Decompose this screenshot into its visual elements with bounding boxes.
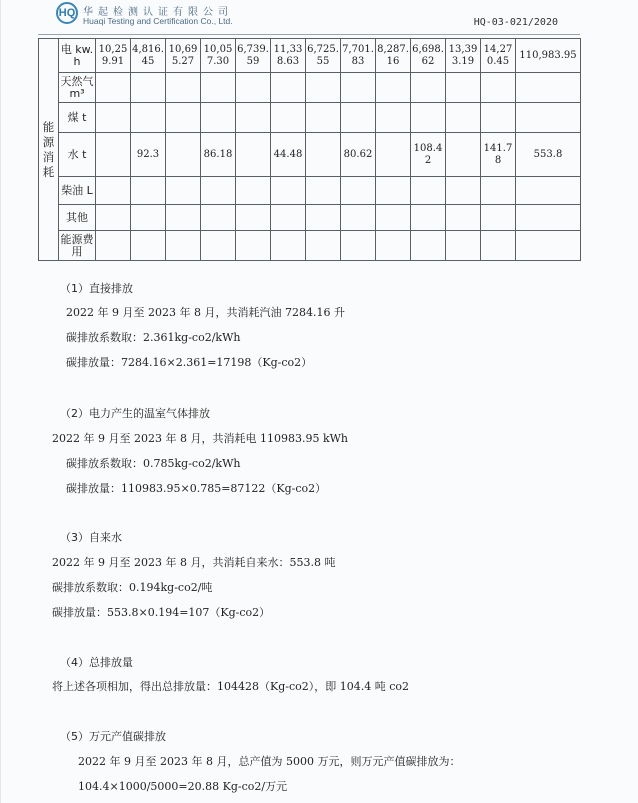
table-cell: 10,695.27 — [166, 39, 201, 73]
row-label: 天然气 m³ — [59, 73, 96, 103]
table-cell — [446, 133, 481, 177]
table-cell — [236, 177, 271, 205]
row-label: 能源费用 — [59, 231, 96, 261]
table-cell: 6,725.55 — [306, 39, 341, 73]
table-cell — [341, 103, 376, 133]
energy-consumption-table — [38, 38, 581, 261]
section-per-output-line-2: 104.4×1000/5000=20.88 Kg-co2/万元 — [78, 780, 288, 793]
table-cell — [376, 205, 411, 231]
company-name-en: Huaqi Testing and Certification Co., Ltd. — [83, 16, 233, 26]
section-direct-line-1: 2022 年 9 月至 2023 年 8 月，共消耗汽油 7284.16 升 — [66, 306, 345, 319]
section-per-output-line-1: 2022 年 9 月至 2023 年 8 月，总产值为 5000 万元，则万元产值碳排放为： — [78, 755, 461, 768]
table-cell — [131, 73, 166, 103]
row-total-cell — [516, 205, 581, 231]
table-cell — [306, 133, 341, 177]
table-cell: 14,270.45 — [481, 39, 516, 73]
table-cell: 13,393.19 — [446, 39, 481, 73]
row-label: 煤 t — [59, 103, 96, 133]
table-row — [39, 103, 581, 133]
section-total-title: （4）总排放量 — [60, 656, 133, 669]
table-cell: 7,701.83 — [341, 39, 376, 73]
table-cell — [201, 73, 236, 103]
section-electric-title: （2）电力产生的温室气体排放 — [60, 407, 210, 420]
section-electric-line-3: 碳排放量：110983.95×0.785=87122（Kg-co2） — [66, 482, 327, 495]
table-cell: 86.18 — [201, 133, 236, 177]
table-cell — [166, 205, 201, 231]
table-row — [39, 231, 581, 261]
energy-category-label: 能源消耗 — [39, 39, 59, 261]
table-cell — [271, 73, 306, 103]
row-total-cell: 553.8 — [516, 133, 581, 177]
table-row — [39, 205, 581, 231]
table-cell — [271, 103, 306, 133]
table-cell — [341, 177, 376, 205]
table-cell: 108.42 — [411, 133, 446, 177]
table-cell — [96, 231, 131, 261]
section-electric-line-1: 2022 年 9 月至 2023 年 8 月，共消耗电 110983.95 kWh — [52, 432, 348, 445]
table-cell — [166, 231, 201, 261]
table-cell — [96, 133, 131, 177]
table-cell — [271, 177, 306, 205]
header-divider — [38, 34, 580, 35]
company-logo: HQ — [56, 2, 78, 24]
table-cell — [376, 177, 411, 205]
row-label: 柴油 L — [59, 177, 96, 205]
table-cell: 4,816.45 — [131, 39, 166, 73]
table-cell: 141.78 — [481, 133, 516, 177]
section-total-line-1: 将上述各项相加，得出总排放量：104428（Kg-co2），即 104.4 吨 co2 — [52, 680, 410, 693]
table-cell — [166, 177, 201, 205]
table-cell — [236, 231, 271, 261]
table-cell — [376, 103, 411, 133]
table-cell — [306, 231, 341, 261]
table-row — [39, 39, 581, 73]
table-cell: 6,739.59 — [236, 39, 271, 73]
table-cell — [236, 103, 271, 133]
table-cell — [131, 205, 166, 231]
row-total-cell — [516, 231, 581, 261]
table-cell — [131, 103, 166, 133]
row-total-cell — [516, 73, 581, 103]
table-row — [39, 177, 581, 205]
company-name-cn: 华起检测认证有限公司 — [83, 7, 233, 18]
table-cell — [341, 73, 376, 103]
table-cell — [481, 205, 516, 231]
table-cell: 92.3 — [131, 133, 166, 177]
table-cell: 80.62 — [341, 133, 376, 177]
table-cell — [131, 177, 166, 205]
section-water-line-1: 2022 年 9 月至 2023 年 8 月，共消耗自来水：553.8 吨 — [52, 556, 336, 569]
table-cell — [411, 205, 446, 231]
table-row — [39, 133, 581, 177]
table-cell: 10,259.91 — [96, 39, 131, 73]
table-cell — [481, 231, 516, 261]
table-row — [39, 73, 581, 103]
table-cell — [446, 205, 481, 231]
section-water-line-2: 碳排放系数取：0.194kg-co2/吨 — [52, 581, 213, 594]
section-direct-line-2: 碳排放系数取：2.361kg-co2/kWh — [66, 331, 241, 344]
table-cell: 6,698.62 — [411, 39, 446, 73]
table-cell: 11,338.63 — [271, 39, 306, 73]
table-cell — [446, 73, 481, 103]
table-cell — [376, 133, 411, 177]
table-cell — [201, 231, 236, 261]
section-direct-line-3: 碳排放量：7284.16×2.361=17198（Kg-co2） — [66, 356, 313, 369]
table-cell — [481, 177, 516, 205]
table-cell — [96, 177, 131, 205]
table-cell — [411, 177, 446, 205]
table-cell — [411, 103, 446, 133]
table-cell — [271, 205, 306, 231]
section-water-title: （3）自来水 — [60, 531, 122, 544]
section-per-output-title: （5）万元产值碳排放 — [60, 730, 166, 743]
table-cell — [411, 231, 446, 261]
table-cell — [236, 73, 271, 103]
table-cell — [306, 177, 341, 205]
table-cell — [96, 73, 131, 103]
section-electric-line-2: 碳排放系数取：0.785kg-co2/kWh — [66, 457, 241, 470]
table-cell — [166, 103, 201, 133]
section-water-line-3: 碳排放量：553.8×0.194=107（Kg-co2） — [52, 606, 271, 619]
table-cell — [446, 103, 481, 133]
table-cell: 8,287.16 — [376, 39, 411, 73]
table-cell — [201, 177, 236, 205]
table-cell — [166, 73, 201, 103]
table-cell — [446, 177, 481, 205]
table-cell — [376, 231, 411, 261]
table-cell: 44.48 — [271, 133, 306, 177]
table-cell — [236, 205, 271, 231]
row-label: 其他 — [59, 205, 96, 231]
row-total-cell — [516, 177, 581, 205]
table-cell — [236, 133, 271, 177]
table-cell — [481, 103, 516, 133]
row-total-cell: 110,983.95 — [516, 39, 581, 73]
table-cell — [306, 103, 341, 133]
table-cell — [306, 73, 341, 103]
table-cell — [341, 231, 376, 261]
table-cell — [166, 133, 201, 177]
document-code: HQ-03-021/2020 — [473, 17, 558, 28]
table-cell — [341, 205, 376, 231]
table-cell — [201, 103, 236, 133]
table-cell — [96, 205, 131, 231]
row-label: 水 t — [59, 133, 96, 177]
table-cell — [271, 231, 306, 261]
table-cell — [411, 73, 446, 103]
table-cell — [306, 205, 341, 231]
table-cell — [201, 205, 236, 231]
section-direct-title: （1）直接排放 — [60, 282, 133, 295]
table-cell — [446, 231, 481, 261]
row-total-cell — [516, 103, 581, 133]
table-cell — [96, 103, 131, 133]
table-cell: 10,057.30 — [201, 39, 236, 73]
table-cell — [376, 73, 411, 103]
table-cell — [131, 231, 166, 261]
row-label: 电 kw.h — [59, 39, 96, 73]
table-cell — [481, 73, 516, 103]
